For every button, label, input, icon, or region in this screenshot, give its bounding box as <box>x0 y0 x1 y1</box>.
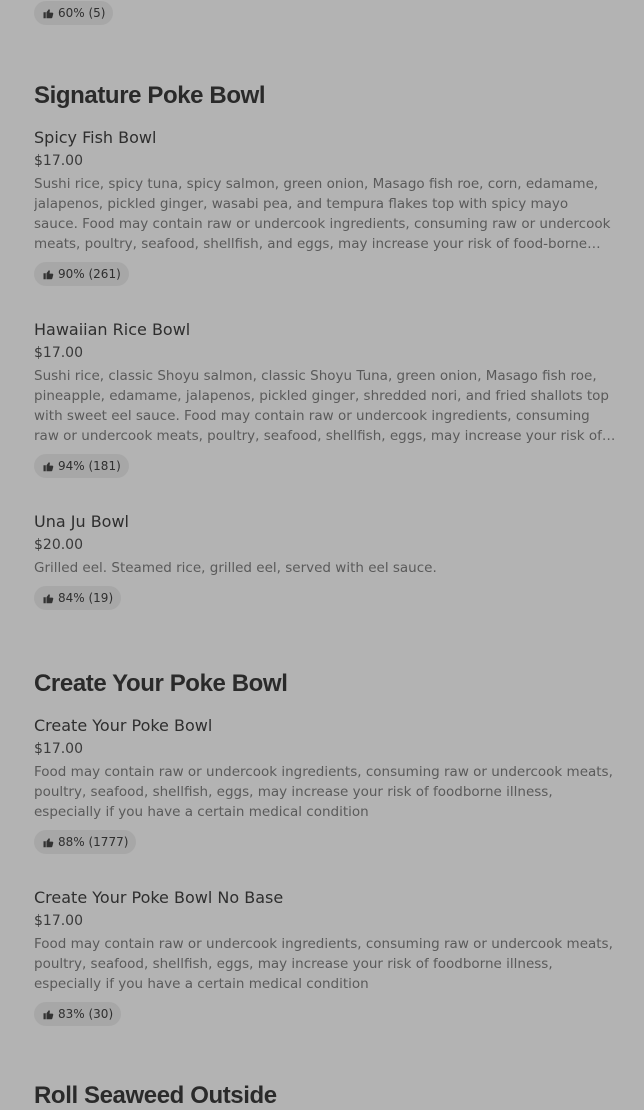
item-description: Grilled eel. Steamed rice, grilled eel, served with eel sauce. <box>34 560 437 576</box>
item-name: Una Ju Bowl <box>34 512 129 531</box>
rating-text: 90% (261) <box>58 267 121 281</box>
item-price: $17.00 <box>34 153 83 169</box>
item-name: Spicy Fish Bowl <box>34 128 157 147</box>
section-title: Signature Poke Bowl <box>34 82 266 109</box>
section-title: Roll Seaweed Outside <box>34 1082 277 1109</box>
item-description: Food may contain raw or undercook ingredients, consuming raw or undercook meats, poultry, seafood, shellfish, eggs, may increase your risk of foodborne illness, especially if you have a certain medical condition <box>34 764 613 820</box>
previous-item-rating <box>34 1 113 25</box>
rating-text: 83% (30) <box>58 1007 114 1021</box>
rating-badge <box>34 1002 121 1026</box>
menu-item[interactable] <box>34 320 616 478</box>
rating-badge <box>34 1 113 25</box>
rating-badge <box>34 586 121 610</box>
menu-item[interactable] <box>34 128 616 286</box>
rating-badge <box>34 830 136 854</box>
thumbs-up-icon <box>42 460 54 472</box>
rating-text: 88% (1777) <box>58 835 129 849</box>
item-description: Sushi rice, spicy tuna, spicy salmon, green onion, Masago fish roe, corn, edamame, jalapenos, pickled ginger, wasabi pea, and tempura flakes top with spicy mayo sauce. Food may contain raw or undercook ingredients, consuming raw or undercook meats, poultry, seafood, shellfish, and eggs, may increase your risk of food-borne <box>34 176 611 252</box>
thumbs-up-icon <box>42 836 54 848</box>
rating-text: 84% (19) <box>58 591 114 605</box>
item-name: Create Your Poke Bowl No Base <box>34 888 284 907</box>
menu-item[interactable] <box>34 888 616 1026</box>
thumbs-up-icon <box>42 7 54 19</box>
thumbs-up-icon <box>42 1008 54 1020</box>
item-description: Food may contain raw or undercook ingredients, consuming raw or undercook meats, poultry, seafood, shellfish, eggs, may increase your risk of foodborne illness, especially if you have a certain medical condition <box>34 936 613 992</box>
item-name: Hawaiian Rice Bowl <box>34 320 191 339</box>
item-name: Create Your Poke Bowl <box>34 716 213 735</box>
rating-badge <box>34 262 129 286</box>
item-description: Sushi rice, classic Shoyu salmon, classic Shoyu Tuna, green onion, Masago fish roe, pineapple, edamame, jalapenos, pickled ginger, shredded nori, and fried shallots top with sweet eel sauce. Food may contain raw or undercook ingredients, consuming raw or undercook meats, poultry, seafood, shellfish, eggs, may increase your risk of <box>34 368 609 444</box>
rating-text: 60% (5) <box>58 6 106 20</box>
menu-item[interactable] <box>34 512 616 610</box>
item-price: $17.00 <box>34 741 83 757</box>
thumbs-up-icon <box>42 592 54 604</box>
item-price: $17.00 <box>34 345 83 361</box>
menu-item[interactable] <box>34 716 616 854</box>
thumbs-up-icon <box>42 268 54 280</box>
rating-text: 94% (181) <box>58 459 121 473</box>
section-title: Create Your Poke Bowl <box>34 670 288 697</box>
rating-badge <box>34 454 129 478</box>
item-price: $20.00 <box>34 537 83 553</box>
item-price: $17.00 <box>34 913 83 929</box>
